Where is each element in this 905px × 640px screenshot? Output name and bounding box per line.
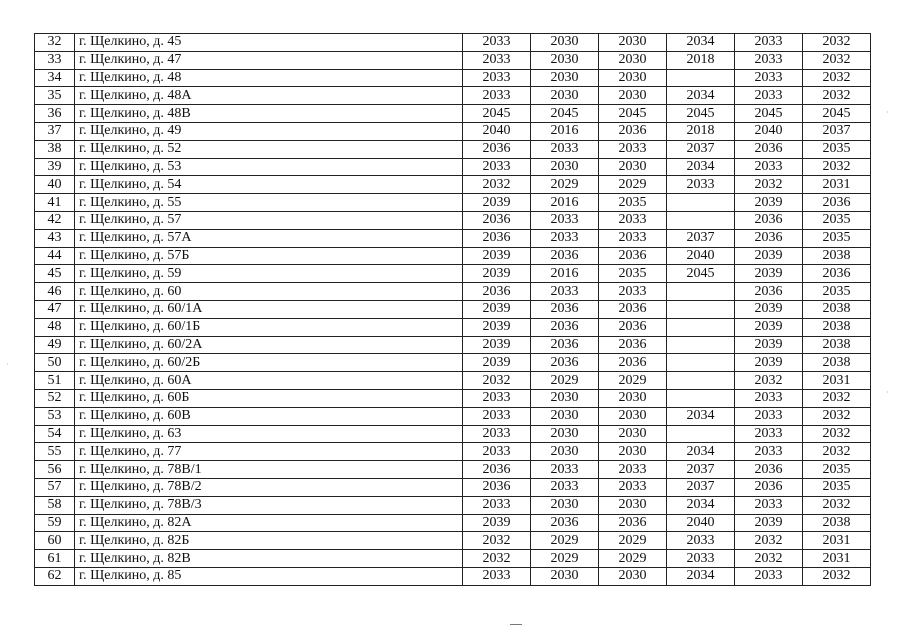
address-cell: г. Щелкино, д. 57Б <box>75 247 463 265</box>
table-row <box>35 372 871 390</box>
table-row <box>35 354 871 372</box>
repair-schedule-table <box>34 33 871 586</box>
year-cell: 2029 <box>531 372 599 390</box>
row-number-cell: 53 <box>35 407 75 425</box>
year-cell: 2032 <box>803 389 871 407</box>
year-cell: 2033 <box>463 158 531 176</box>
year-cell: 2039 <box>735 265 803 283</box>
year-cell: 2032 <box>463 372 531 390</box>
row-number-cell: 60 <box>35 532 75 550</box>
year-cell: 2033 <box>735 87 803 105</box>
year-cell: 2036 <box>599 247 667 265</box>
year-cell: 2037 <box>667 229 735 247</box>
year-cell: 2036 <box>599 336 667 354</box>
year-cell: 2030 <box>531 69 599 87</box>
table-row <box>35 247 871 265</box>
table-row <box>35 105 871 123</box>
year-cell: 2034 <box>667 496 735 514</box>
year-cell <box>667 211 735 229</box>
address-cell: г. Щелкино, д. 48В <box>75 105 463 123</box>
year-cell <box>667 194 735 212</box>
year-cell: 2033 <box>463 51 531 69</box>
address-cell: г. Щелкино, д. 48 <box>75 69 463 87</box>
year-cell: 2033 <box>463 407 531 425</box>
year-cell: 2033 <box>667 550 735 568</box>
address-cell: г. Щелкино, д. 85 <box>75 567 463 585</box>
year-cell: 2016 <box>531 265 599 283</box>
row-number-cell: 33 <box>35 51 75 69</box>
year-cell: 2030 <box>599 51 667 69</box>
year-cell: 2045 <box>599 105 667 123</box>
table-row <box>35 550 871 568</box>
table-row <box>35 389 871 407</box>
address-cell: г. Щелкино, д. 57 <box>75 211 463 229</box>
row-number-cell: 54 <box>35 425 75 443</box>
address-cell: г. Щелкино, д. 60А <box>75 372 463 390</box>
scan-artifact-mark: · <box>886 388 889 397</box>
address-cell: г. Щелкино, д. 60/1Б <box>75 318 463 336</box>
table-row <box>35 34 871 52</box>
year-cell: 2030 <box>531 34 599 52</box>
year-cell: 2033 <box>735 407 803 425</box>
year-cell: 2038 <box>803 354 871 372</box>
row-number-cell: 37 <box>35 122 75 140</box>
row-number-cell: 62 <box>35 567 75 585</box>
year-cell: 2033 <box>599 229 667 247</box>
row-number-cell: 36 <box>35 105 75 123</box>
table-row <box>35 300 871 318</box>
year-cell: 2033 <box>599 211 667 229</box>
year-cell: 2031 <box>803 532 871 550</box>
address-cell: г. Щелкино, д. 49 <box>75 122 463 140</box>
year-cell: 2034 <box>667 158 735 176</box>
row-number-cell: 49 <box>35 336 75 354</box>
year-cell: 2033 <box>735 567 803 585</box>
year-cell: 2029 <box>531 550 599 568</box>
year-cell: 2035 <box>803 461 871 479</box>
year-cell: 2033 <box>463 69 531 87</box>
year-cell: 2030 <box>599 389 667 407</box>
year-cell: 2036 <box>803 194 871 212</box>
address-cell: г. Щелкино, д. 57А <box>75 229 463 247</box>
year-cell: 2040 <box>667 247 735 265</box>
year-cell: 2030 <box>599 34 667 52</box>
row-number-cell: 51 <box>35 372 75 390</box>
year-cell: 2039 <box>463 354 531 372</box>
year-cell: 2037 <box>667 140 735 158</box>
year-cell: 2035 <box>599 194 667 212</box>
address-cell: г. Щелкино, д. 60В <box>75 407 463 425</box>
year-cell: 2033 <box>531 229 599 247</box>
year-cell: 2033 <box>463 496 531 514</box>
year-cell: 2038 <box>803 247 871 265</box>
year-cell: 2036 <box>531 318 599 336</box>
address-cell: г. Щелкино, д. 59 <box>75 265 463 283</box>
page-mark <box>510 624 522 625</box>
table-row <box>35 158 871 176</box>
year-cell: 2033 <box>599 478 667 496</box>
year-cell: 2033 <box>667 176 735 194</box>
table-row <box>35 194 871 212</box>
year-cell: 2031 <box>803 550 871 568</box>
year-cell: 2034 <box>667 443 735 461</box>
year-cell: 2032 <box>463 550 531 568</box>
row-number-cell: 32 <box>35 34 75 52</box>
year-cell: 2018 <box>667 122 735 140</box>
table-row <box>35 283 871 301</box>
address-cell: г. Щелкино, д. 78В/2 <box>75 478 463 496</box>
table-row <box>35 140 871 158</box>
year-cell: 2032 <box>803 407 871 425</box>
year-cell: 2039 <box>735 300 803 318</box>
year-cell: 2030 <box>531 425 599 443</box>
table-row <box>35 496 871 514</box>
year-cell: 2040 <box>463 122 531 140</box>
table-row <box>35 567 871 585</box>
year-cell: 2036 <box>463 283 531 301</box>
year-cell: 2036 <box>599 514 667 532</box>
year-cell: 2030 <box>531 496 599 514</box>
address-cell: г. Щелкино, д. 78В/3 <box>75 496 463 514</box>
year-cell: 2032 <box>735 372 803 390</box>
year-cell: 2045 <box>463 105 531 123</box>
row-number-cell: 42 <box>35 211 75 229</box>
year-cell: 2039 <box>735 514 803 532</box>
year-cell: 2032 <box>803 69 871 87</box>
address-cell: г. Щелкино, д. 63 <box>75 425 463 443</box>
address-cell: г. Щелкино, д. 52 <box>75 140 463 158</box>
row-number-cell: 57 <box>35 478 75 496</box>
year-cell: 2032 <box>803 496 871 514</box>
table-row <box>35 122 871 140</box>
year-cell: 2045 <box>803 105 871 123</box>
year-cell: 2030 <box>599 87 667 105</box>
year-cell: 2033 <box>667 532 735 550</box>
year-cell: 2032 <box>803 51 871 69</box>
address-cell: г. Щелкино, д. 60/2Б <box>75 354 463 372</box>
year-cell: 2039 <box>735 194 803 212</box>
year-cell: 2033 <box>531 211 599 229</box>
row-number-cell: 50 <box>35 354 75 372</box>
year-cell: 2030 <box>531 567 599 585</box>
year-cell: 2033 <box>735 158 803 176</box>
year-cell: 2034 <box>667 407 735 425</box>
year-cell: 2029 <box>599 176 667 194</box>
year-cell: 2033 <box>463 87 531 105</box>
year-cell: 2033 <box>735 69 803 87</box>
address-cell: г. Щелкино, д. 82В <box>75 550 463 568</box>
year-cell: 2032 <box>735 176 803 194</box>
year-cell: 2033 <box>463 34 531 52</box>
year-cell: 2039 <box>735 318 803 336</box>
year-cell: 2039 <box>463 300 531 318</box>
row-number-cell: 55 <box>35 443 75 461</box>
table-row <box>35 407 871 425</box>
year-cell: 2030 <box>531 443 599 461</box>
year-cell: 2034 <box>667 34 735 52</box>
year-cell <box>667 425 735 443</box>
year-cell: 2035 <box>803 478 871 496</box>
year-cell: 2036 <box>463 140 531 158</box>
year-cell: 2029 <box>599 372 667 390</box>
year-cell: 2037 <box>803 122 871 140</box>
row-number-cell: 45 <box>35 265 75 283</box>
row-number-cell: 52 <box>35 389 75 407</box>
address-cell: г. Щелкино, д. 78В/1 <box>75 461 463 479</box>
table-row <box>35 318 871 336</box>
year-cell <box>667 354 735 372</box>
address-cell: г. Щелкино, д. 53 <box>75 158 463 176</box>
year-cell: 2030 <box>599 443 667 461</box>
year-cell: 2032 <box>803 158 871 176</box>
year-cell: 2033 <box>463 389 531 407</box>
year-cell: 2029 <box>531 532 599 550</box>
table-row <box>35 336 871 354</box>
row-number-cell: 48 <box>35 318 75 336</box>
year-cell: 2033 <box>531 283 599 301</box>
year-cell: 2038 <box>803 318 871 336</box>
row-number-cell: 58 <box>35 496 75 514</box>
year-cell: 2036 <box>463 229 531 247</box>
year-cell <box>667 300 735 318</box>
row-number-cell: 44 <box>35 247 75 265</box>
year-cell: 2036 <box>735 211 803 229</box>
year-cell: 2030 <box>599 158 667 176</box>
year-cell: 2032 <box>803 34 871 52</box>
year-cell: 2029 <box>531 176 599 194</box>
row-number-cell: 40 <box>35 176 75 194</box>
year-cell <box>667 318 735 336</box>
address-cell: г. Щелкино, д. 47 <box>75 51 463 69</box>
year-cell: 2038 <box>803 300 871 318</box>
year-cell: 2039 <box>463 265 531 283</box>
year-cell: 2039 <box>735 336 803 354</box>
year-cell: 2032 <box>735 532 803 550</box>
year-cell: 2036 <box>531 514 599 532</box>
table-row <box>35 87 871 105</box>
year-cell: 2032 <box>463 176 531 194</box>
year-cell: 2039 <box>735 354 803 372</box>
year-cell: 2033 <box>599 461 667 479</box>
year-cell: 2039 <box>463 336 531 354</box>
year-cell: 2035 <box>803 229 871 247</box>
year-cell: 2030 <box>599 496 667 514</box>
year-cell: 2039 <box>735 247 803 265</box>
year-cell: 2033 <box>735 51 803 69</box>
year-cell: 2016 <box>531 194 599 212</box>
address-cell: г. Щелкино, д. 82Б <box>75 532 463 550</box>
table-row <box>35 51 871 69</box>
row-number-cell: 41 <box>35 194 75 212</box>
year-cell: 2045 <box>735 105 803 123</box>
year-cell: 2036 <box>463 478 531 496</box>
table-row <box>35 478 871 496</box>
year-cell: 2033 <box>735 389 803 407</box>
year-cell: 2037 <box>667 478 735 496</box>
year-cell: 2036 <box>599 318 667 336</box>
year-cell: 2033 <box>599 283 667 301</box>
year-cell: 2030 <box>599 567 667 585</box>
year-cell: 2032 <box>463 532 531 550</box>
year-cell: 2033 <box>735 443 803 461</box>
year-cell: 2030 <box>599 69 667 87</box>
year-cell: 2036 <box>735 229 803 247</box>
year-cell: 2032 <box>735 550 803 568</box>
year-cell: 2032 <box>803 425 871 443</box>
table-row <box>35 211 871 229</box>
row-number-cell: 43 <box>35 229 75 247</box>
table-row <box>35 176 871 194</box>
year-cell: 2039 <box>463 194 531 212</box>
year-cell: 2032 <box>803 443 871 461</box>
year-cell: 2033 <box>531 140 599 158</box>
year-cell: 2039 <box>463 247 531 265</box>
year-cell <box>667 69 735 87</box>
scan-artifact-mark: · <box>886 108 889 117</box>
year-cell: 2033 <box>735 496 803 514</box>
year-cell: 2036 <box>531 336 599 354</box>
row-number-cell: 59 <box>35 514 75 532</box>
table-row <box>35 265 871 283</box>
year-cell: 2018 <box>667 51 735 69</box>
address-cell: г. Щелкино, д. 60 <box>75 283 463 301</box>
address-cell: г. Щелкино, д. 60/2А <box>75 336 463 354</box>
table-row <box>35 532 871 550</box>
year-cell: 2036 <box>463 461 531 479</box>
year-cell: 2036 <box>531 354 599 372</box>
year-cell: 2035 <box>803 283 871 301</box>
document-page <box>34 33 871 586</box>
row-number-cell: 39 <box>35 158 75 176</box>
table-row <box>35 443 871 461</box>
table-body <box>35 34 871 586</box>
year-cell: 2036 <box>463 211 531 229</box>
year-cell: 2033 <box>463 425 531 443</box>
year-cell: 2033 <box>531 478 599 496</box>
year-cell: 2033 <box>735 425 803 443</box>
year-cell: 2030 <box>531 389 599 407</box>
scan-artifact-mark: · <box>6 360 9 369</box>
address-cell: г. Щелкино, д. 60/1А <box>75 300 463 318</box>
year-cell: 2030 <box>599 425 667 443</box>
year-cell: 2032 <box>803 567 871 585</box>
year-cell: 2030 <box>599 407 667 425</box>
table-row <box>35 425 871 443</box>
year-cell: 2030 <box>531 87 599 105</box>
year-cell: 2045 <box>667 105 735 123</box>
year-cell: 2029 <box>599 532 667 550</box>
table-row <box>35 69 871 87</box>
year-cell: 2036 <box>735 140 803 158</box>
address-cell: г. Щелкино, д. 45 <box>75 34 463 52</box>
year-cell: 2036 <box>531 247 599 265</box>
year-cell: 2031 <box>803 176 871 194</box>
year-cell: 2036 <box>599 354 667 372</box>
year-cell: 2045 <box>531 105 599 123</box>
year-cell: 2038 <box>803 336 871 354</box>
year-cell: 2045 <box>667 265 735 283</box>
address-cell: г. Щелкино, д. 77 <box>75 443 463 461</box>
year-cell <box>667 372 735 390</box>
year-cell: 2037 <box>667 461 735 479</box>
row-number-cell: 34 <box>35 69 75 87</box>
year-cell: 2032 <box>803 87 871 105</box>
year-cell: 2030 <box>531 158 599 176</box>
address-cell: г. Щелкино, д. 55 <box>75 194 463 212</box>
year-cell: 2035 <box>803 211 871 229</box>
year-cell <box>667 336 735 354</box>
year-cell: 2031 <box>803 372 871 390</box>
table-row <box>35 229 871 247</box>
year-cell: 2033 <box>463 567 531 585</box>
year-cell: 2035 <box>803 140 871 158</box>
year-cell: 2036 <box>735 478 803 496</box>
row-number-cell: 38 <box>35 140 75 158</box>
table-row <box>35 461 871 479</box>
address-cell: г. Щелкино, д. 48А <box>75 87 463 105</box>
year-cell: 2029 <box>599 550 667 568</box>
year-cell: 2036 <box>599 122 667 140</box>
year-cell: 2033 <box>531 461 599 479</box>
table-row <box>35 514 871 532</box>
row-number-cell: 47 <box>35 300 75 318</box>
year-cell: 2035 <box>599 265 667 283</box>
year-cell: 2016 <box>531 122 599 140</box>
year-cell: 2036 <box>803 265 871 283</box>
year-cell: 2036 <box>531 300 599 318</box>
year-cell: 2033 <box>735 34 803 52</box>
row-number-cell: 61 <box>35 550 75 568</box>
year-cell: 2030 <box>531 407 599 425</box>
year-cell: 2040 <box>735 122 803 140</box>
year-cell: 2039 <box>463 514 531 532</box>
year-cell: 2036 <box>735 461 803 479</box>
row-number-cell: 56 <box>35 461 75 479</box>
year-cell: 2040 <box>667 514 735 532</box>
year-cell <box>667 389 735 407</box>
row-number-cell: 46 <box>35 283 75 301</box>
year-cell: 2038 <box>803 514 871 532</box>
year-cell: 2034 <box>667 567 735 585</box>
address-cell: г. Щелкино, д. 82А <box>75 514 463 532</box>
year-cell: 2030 <box>531 51 599 69</box>
address-cell: г. Щелкино, д. 54 <box>75 176 463 194</box>
year-cell: 2033 <box>599 140 667 158</box>
address-cell: г. Щелкино, д. 60Б <box>75 389 463 407</box>
year-cell: 2036 <box>735 283 803 301</box>
year-cell: 2034 <box>667 87 735 105</box>
row-number-cell: 35 <box>35 87 75 105</box>
year-cell: 2036 <box>599 300 667 318</box>
year-cell: 2033 <box>463 443 531 461</box>
year-cell <box>667 283 735 301</box>
year-cell: 2039 <box>463 318 531 336</box>
